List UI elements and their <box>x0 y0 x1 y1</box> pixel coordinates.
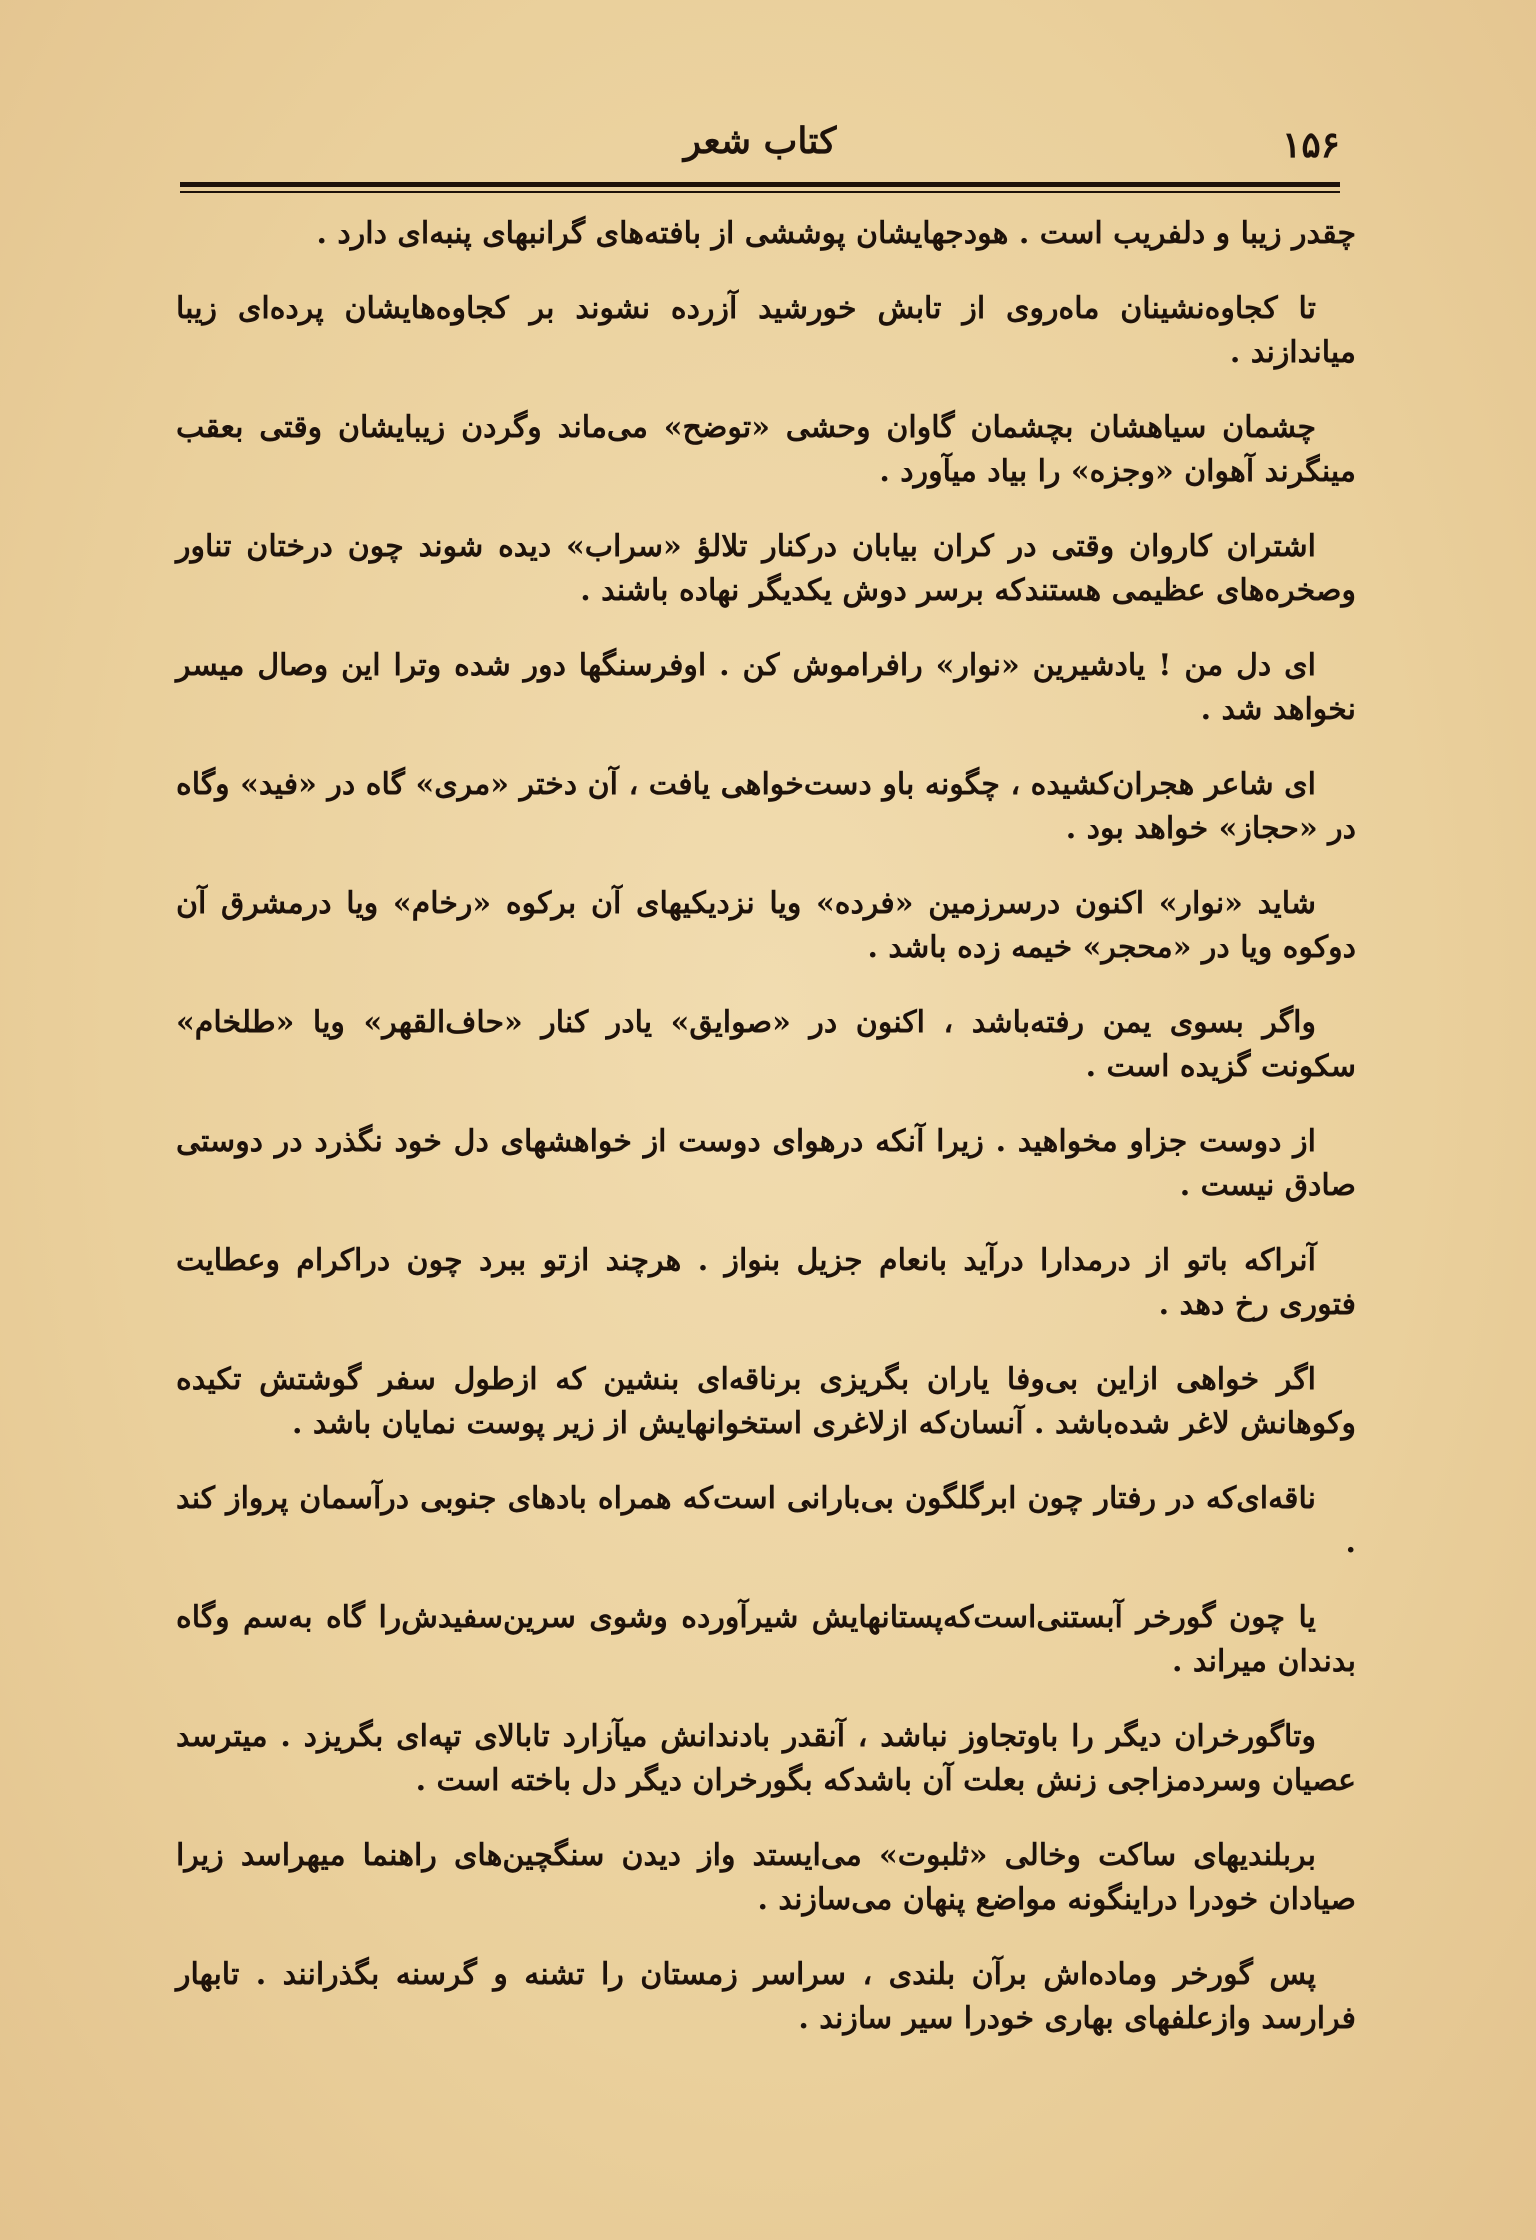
paragraph: ای شاعر هجران‌کشیده ، چگونه باو دست‌خواهی یافت ، آن دختر «مری» گاه در «فید» وگاه در «حجاز» خواهد بود . <box>176 767 1356 846</box>
paragraph: اشتران کاروان وقتی در کران بیابان درکنار تلالؤ «سراب» دیده شوند چون درختان تناور وصخره‌های عظیمی هستندکه برسر دوش یکدیگر نهاده باشند . <box>176 529 1356 608</box>
paragraph: وتاگورخران دیگر را باوتجاوز نباشد ، آنقدر بادندانش میآزارد تابالای تپه‌ای بگریزد . میترسد عصیان وسردمزاجی زنش بعلت آن باشدکه بگورخران دیگر دل باخته است . <box>176 1719 1356 1798</box>
paragraph: بربلندیهای ساکت وخالی «ثلبوت» می‌ایستد واز دیدن سنگچین‌های راهنما میهراسد زیرا صیادان خودرا دراینگونه مواضع پنهان می‌سازند . <box>176 1838 1356 1917</box>
paragraph: تا کجاوه‌نشینان ماه‌روی از تابش خورشید آزرده نشوند بر کجاوه‌هایشان پرده‌ای زیبا میاندازند . <box>176 291 1356 370</box>
paragraph: شاید «نوار» اکنون درسرزمین «فرده» ویا نزدیکیهای آن برکوه «رخام» ویا درمشرق آن دوکوه ویا در «محجر» خیمه زده باشد . <box>176 886 1356 965</box>
paragraph: چشمان سیاهشان بچشمان گاوان وحشی «توضح» می‌ماند وگردن زیبایشان وقتی بعقب مینگرند آهوان «وجزه» را بیاد میآورد . <box>176 410 1356 489</box>
paragraph: پس گورخر وماده‌اش برآن بلندی ، سراسر زمستان را تشنه و گرسنه بگذرانند . تابهار فرارسد وازعلفهای بهاری خودرا سیر سازند . <box>176 1957 1356 2036</box>
paragraph: از دوست جزاو مخواهید . زیرا آنکه درهوای دوست از خواهشهای دل خود نگذرد در دوستی صادق نیست . <box>176 1124 1356 1203</box>
paragraph: ناقه‌ای‌که در رفتار چون ابرگلگون بی‌بارانی است‌که همراه بادهای جنوبی درآسمان پرواز کند . <box>176 1481 1356 1560</box>
paragraph: چقدر زیبا و دلفریب است . هودجهایشان پوششی از بافته‌های گرانبهای پنبه‌ای دارد . <box>316 216 1356 251</box>
page-header <box>180 118 1340 178</box>
running-title: کتاب شعر <box>683 120 837 162</box>
paragraph: آنراکه باتو از درمدارا درآید بانعام جزیل بنواز . هرچند ازتو ببرد چون دراکرام وعطایت فتوری رخ دهد . <box>176 1243 1356 1322</box>
header-rule-thin <box>180 191 1340 193</box>
paragraph: ای دل من ! یادشیرین «نوار» رافراموش کن . اوفرسنگها دور شده وترا این وصال میسر نخواهد شد . <box>176 648 1356 727</box>
paragraph: اگر خواهی ازاین بی‌وفا یاران بگریزی برناقه‌ای بنشین که ازطول سفر گوشتش تکیده وکوهانش لاغر شده‌باشد . آنسان‌که ازلاغری استخوانهایش از زیر پوست نمایان باشد . <box>176 1362 1356 1441</box>
header-rule-thick <box>180 182 1340 187</box>
poem-body <box>176 212 1356 2072</box>
paragraph: یا چون گورخر آبستنی‌است‌که‌پستانهایش شیرآورده وشوی سرین‌سفیدش‌را گاه به‌سم وگاه بدندان میراند . <box>176 1600 1356 1679</box>
page-number: ۱۵۶ <box>1281 124 1340 166</box>
paragraph: واگر بسوی یمن رفته‌باشد ، اکنون در «صوایق» یادر کنار «حاف‌القهر» ویا «طلخام» سکونت گزیده است . <box>176 1005 1356 1084</box>
